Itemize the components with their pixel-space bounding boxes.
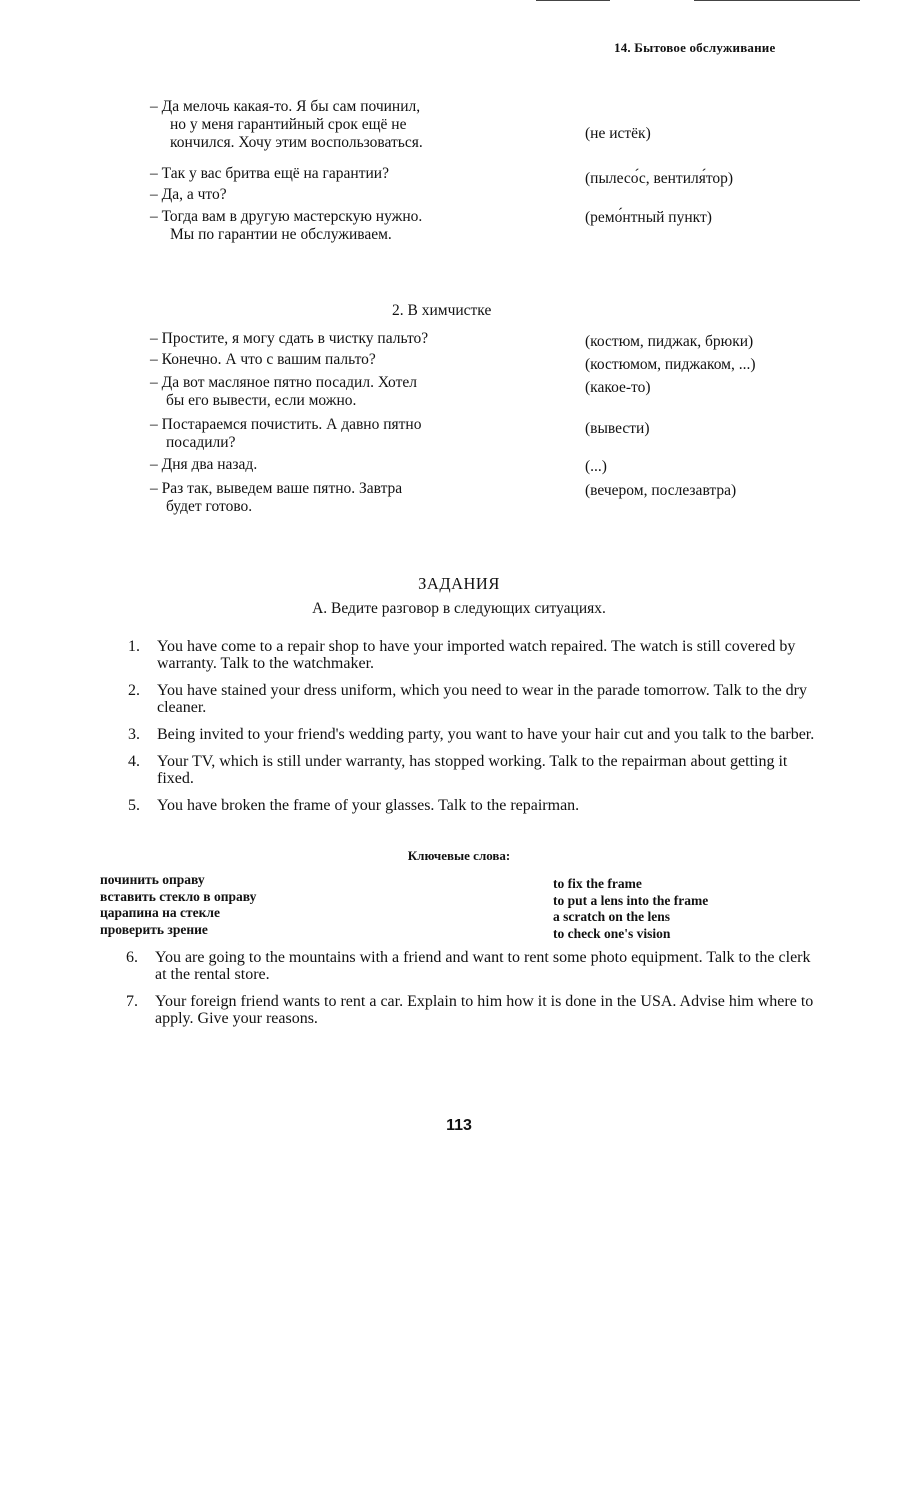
task-list-b — [126, 949, 816, 1037]
running-header: 14. Бытовое обслуживание — [614, 40, 776, 55]
tasks-heading: ЗАДАНИЯ — [418, 574, 500, 593]
keyword-en: to check one's vision — [553, 925, 671, 941]
keywords-english — [553, 876, 708, 942]
task-item — [128, 682, 818, 716]
task-item — [128, 638, 818, 672]
task-item — [126, 993, 816, 1027]
dialog-text: – Тогда вам в другую мастерскую нужно. Мы по гарантии не обслуживаем. — [150, 208, 423, 243]
substitution-hint: (не истёк) — [585, 125, 651, 142]
dialog-dry-cleaning — [150, 330, 810, 516]
keyword-ru: вставить стекло в оправу — [100, 888, 257, 904]
task-number: 7. — [126, 993, 138, 1010]
dialog-line — [150, 416, 810, 456]
substitution-hint: (вечером, послезавтра) — [585, 482, 737, 499]
task-number: 4. — [128, 753, 140, 770]
top-rule-right — [694, 0, 860, 1]
task-text: You have come to a repair shop to have your imported watch repaired. The watch is still covered by warranty. Talk to the watchmaker. — [157, 638, 796, 672]
keyword-ru: проверить зрение — [100, 921, 208, 937]
dialog-text: – Постараемся почистить. А давно пятно посадили? — [150, 416, 422, 451]
dialog-repair — [150, 98, 810, 244]
dialog-line — [150, 330, 810, 351]
task-text: Being invited to your friend's wedding party, you want to have your hair cut and you talk to the barber. — [157, 726, 815, 743]
page-number: 113 — [446, 1117, 472, 1134]
task-text: Your foreign friend wants to rent a car. Explain to him how it is done in the USA. Advise him where to apply. Give your reasons. — [155, 993, 814, 1027]
dialog-line — [150, 208, 810, 244]
keyword-ru: починить оправу — [100, 872, 205, 887]
task-item — [126, 949, 816, 983]
substitution-hint: (вывести) — [585, 420, 650, 437]
task-number: 2. — [128, 682, 140, 699]
dialog-text: – Так у вас бритва ещё на гарантии? — [150, 165, 389, 182]
substitution-hint: (костюмом, пиджаком, ...) — [585, 356, 756, 373]
tasks-subheading: А. Ведите разговор в следующих ситуациях. — [312, 600, 606, 617]
substitution-hint: (...) — [585, 458, 607, 475]
substitution-hint: (ремо́нтный пункт) — [585, 209, 712, 226]
dialog-text: – Да, а что? — [150, 186, 227, 203]
keyword-en: to fix the frame — [553, 876, 642, 891]
dialog-text: – Простите, я могу сдать в чистку пальто? — [150, 330, 429, 347]
task-text: You have broken the frame of your glasses. Talk to the repairman. — [157, 797, 580, 814]
dialog-line — [150, 98, 810, 165]
task-number: 1. — [128, 638, 140, 655]
task-text: You have stained your dress uniform, which you need to wear in the parade tomorrow. Talk to the dry cleaner. — [157, 682, 807, 716]
task-number: 6. — [126, 949, 138, 966]
task-list-a — [128, 638, 818, 824]
task-text: You are going to the mountains with a friend and want to rent some photo equipment. Talk to the clerk at the rental store. — [155, 949, 811, 983]
top-rule-left — [536, 0, 610, 1]
dialog-line — [150, 456, 810, 480]
dialog-text: – Раз так, выведем ваше пятно. Завтра будет готово. — [150, 480, 403, 515]
dialog-text: – Да мелочь какая-то. Я бы сам починил, но у меня гарантийный срок ещё не кончился. Хочу этим воспользоваться. — [150, 98, 423, 151]
substitution-hint: (пылесо́с, вентиля́тор) — [585, 170, 734, 187]
dialog-line — [150, 480, 810, 516]
keyword-en: a scratch on the lens — [553, 909, 670, 924]
task-item — [128, 753, 818, 787]
substitution-hint: (костюм, пиджак, брюки) — [585, 333, 754, 350]
task-text: Your TV, which is still under warranty, has stopped working. Talk to the repairman about getting it fixed. — [157, 753, 788, 787]
dialog-line — [150, 351, 810, 374]
substitution-hint: (какое-то) — [585, 379, 651, 396]
dialog-text: – Конечно. А что с вашим пальто? — [150, 351, 376, 368]
dialog-text: – Да вот масляное пятно посадил. Хотел бы его вывести, если можно. — [150, 374, 417, 409]
task-number: 5. — [128, 797, 140, 814]
keyword-ru: царапина на стекле — [100, 905, 220, 920]
dialog-line — [150, 374, 810, 416]
keywords-russian — [100, 872, 256, 938]
dialog-line — [150, 165, 810, 186]
section-title-dry-cleaning: 2. В химчистке — [392, 302, 492, 319]
keywords-heading: Ключевые слова: — [407, 848, 511, 863]
task-number: 3. — [128, 726, 140, 743]
keyword-en: to put a lens into the frame — [553, 892, 709, 908]
dialog-text: – Дня два назад. — [150, 456, 258, 473]
task-item — [128, 797, 818, 814]
task-item — [128, 726, 818, 743]
dialog-line — [150, 186, 810, 208]
